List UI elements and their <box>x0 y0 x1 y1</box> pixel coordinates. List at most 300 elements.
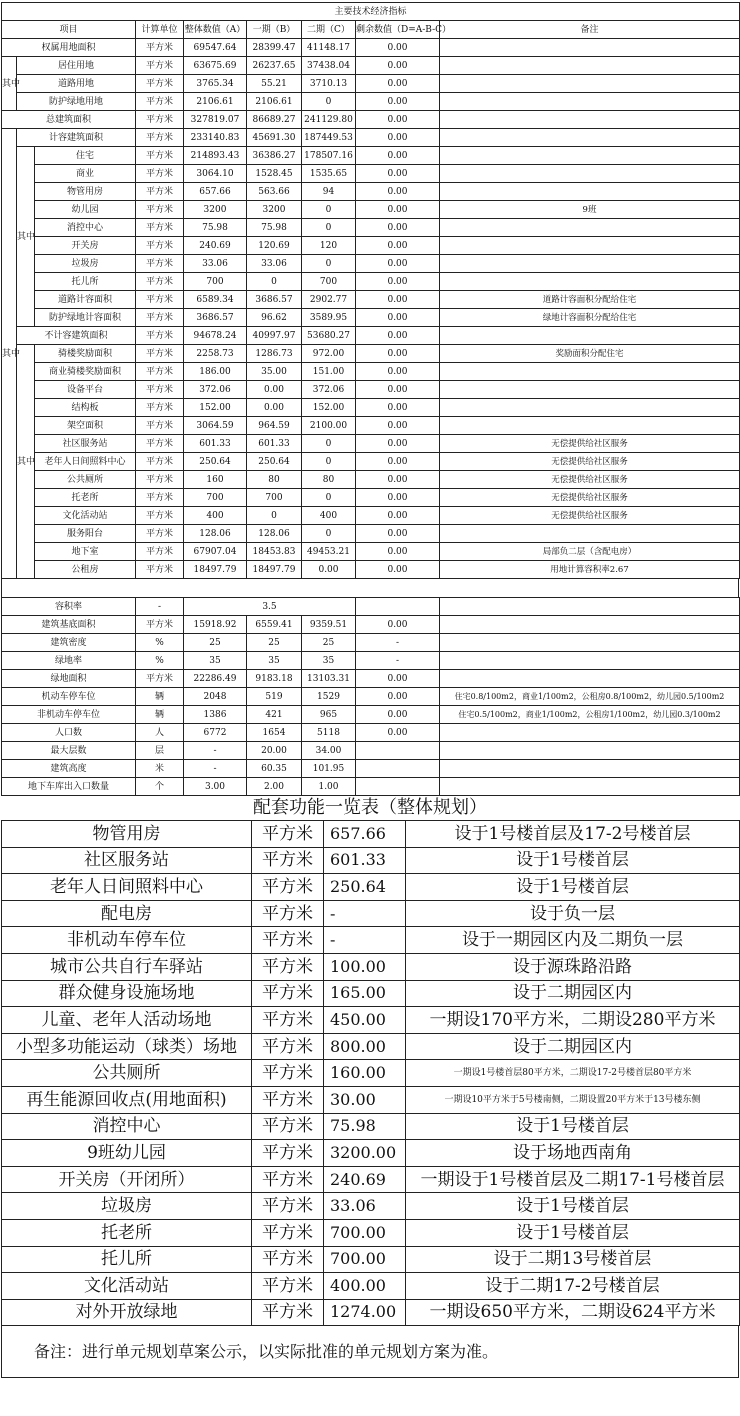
note-cell <box>440 183 740 201</box>
table-row <box>2 345 740 363</box>
value-cell: 657.66 <box>324 821 406 848</box>
facility-name: 社区服务站 <box>2 847 252 874</box>
row-label: 垃圾房 <box>35 255 136 273</box>
value-cell: 1274.00 <box>324 1299 406 1326</box>
note-cell <box>440 273 740 291</box>
unit-cell: 平方米 <box>252 1086 324 1113</box>
note-cell <box>440 652 740 670</box>
value-cell: 0.00 <box>356 453 440 471</box>
row-label: 防护绿地计容面积 <box>35 309 136 327</box>
note-cell: 设于二期17-2号楼首层 <box>406 1273 740 1300</box>
facility-name: 公共厕所 <box>2 1060 252 1087</box>
value-cell: 0.00 <box>356 237 440 255</box>
note-cell: 设于负一层 <box>406 900 740 927</box>
row-label: 居住用地 <box>17 57 136 75</box>
row-label: 公共厕所 <box>35 471 136 489</box>
note-cell: 住宅0.5/100m2，商业1/100m2，公租房1/100m2，幼儿园0.3/100m2 <box>440 706 740 724</box>
unit-cell: % <box>136 634 184 652</box>
note-cell <box>440 363 740 381</box>
note-cell: 设于1号楼首层 <box>406 874 740 901</box>
table-row <box>2 57 740 75</box>
row-label: 地下车库出入口数量 <box>2 778 136 796</box>
note-cell <box>440 634 740 652</box>
value-cell: 400 <box>302 507 356 525</box>
row-label: 绿地面积 <box>2 670 136 688</box>
table-row <box>2 273 740 291</box>
facility-name: 9班幼儿园 <box>2 1140 252 1167</box>
unit-cell: 平方米 <box>136 219 184 237</box>
table-row <box>2 507 740 525</box>
table-row <box>2 874 740 901</box>
value-cell: 700 <box>184 489 247 507</box>
value-cell: 75.98 <box>324 1113 406 1140</box>
value-cell: 400 <box>184 507 247 525</box>
unit-cell: 平方米 <box>252 1299 324 1326</box>
unit-cell: 平方米 <box>136 453 184 471</box>
value-cell: 13103.31 <box>302 670 356 688</box>
table-row <box>2 1060 740 1087</box>
unit-cell: 平方米 <box>136 435 184 453</box>
row-label: 公租房 <box>35 561 136 579</box>
note-cell: 奖励面积分配住宅 <box>440 345 740 363</box>
note-cell <box>440 670 740 688</box>
unit-cell: 平方米 <box>252 1246 324 1273</box>
row-label: 总建筑面积 <box>2 111 136 129</box>
value-cell: 700 <box>184 273 247 291</box>
unit-cell: 平方米 <box>252 1166 324 1193</box>
row-label: 道路计容面积 <box>35 291 136 309</box>
value-cell: 96.62 <box>247 309 302 327</box>
value-cell: 3710.13 <box>302 75 356 93</box>
facility-name: 对外开放绿地 <box>2 1299 252 1326</box>
value-cell: 41148.17 <box>302 39 356 57</box>
value-cell: 1535.65 <box>302 165 356 183</box>
value-cell: 3.5 <box>184 598 356 616</box>
table-row <box>2 327 740 345</box>
value-cell: 0 <box>302 219 356 237</box>
unit-cell: 辆 <box>136 688 184 706</box>
value-cell: 241129.80 <box>302 111 356 129</box>
table-row <box>2 75 740 93</box>
facility-name: 开关房（开闭所） <box>2 1166 252 1193</box>
table-row <box>2 309 740 327</box>
facility-name: 群众健身设施场地 <box>2 980 252 1007</box>
unit-cell: 平方米 <box>136 525 184 543</box>
row-label: 建筑密度 <box>2 634 136 652</box>
value-cell: 601.33 <box>247 435 302 453</box>
value-cell: 152.00 <box>302 399 356 417</box>
value-cell: 214893.43 <box>184 147 247 165</box>
table-row <box>2 21 740 39</box>
value-cell: 152.00 <box>184 399 247 417</box>
value-cell: 5118 <box>302 724 356 742</box>
value-cell: 160.00 <box>324 1060 406 1087</box>
value-cell: 3589.95 <box>302 309 356 327</box>
value-cell: 0.00 <box>356 435 440 453</box>
value-cell: 22286.49 <box>184 670 247 688</box>
table-row <box>2 39 740 57</box>
value-cell: 0.00 <box>356 616 440 634</box>
value-cell: - <box>324 900 406 927</box>
value-cell: 250.64 <box>184 453 247 471</box>
table-row <box>2 652 740 670</box>
table-row <box>2 980 740 1007</box>
note-cell <box>440 165 740 183</box>
row-label: 非机动车停车位 <box>2 706 136 724</box>
note-cell: 无偿提供给社区服务 <box>440 471 740 489</box>
value-cell: 128.06 <box>184 525 247 543</box>
tech-indicator-table <box>1 2 740 579</box>
value-cell: 0.00 <box>356 471 440 489</box>
note-cell: 一期设10平方米于5号楼南侧，二期设置20平方米于13号楼东侧 <box>406 1086 740 1113</box>
value-cell: 18497.79 <box>184 561 247 579</box>
value-cell: 63675.69 <box>184 57 247 75</box>
unit-cell: 平方米 <box>252 847 324 874</box>
table-row <box>2 93 740 111</box>
group-label: 其中 <box>17 147 35 327</box>
note-cell <box>440 237 740 255</box>
unit-cell: 平方米 <box>136 543 184 561</box>
value-cell: 601.33 <box>324 847 406 874</box>
value-cell: 3686.57 <box>184 309 247 327</box>
table-row <box>2 3 740 21</box>
value-cell: 9359.51 <box>302 616 356 634</box>
unit-cell: 个 <box>136 778 184 796</box>
value-cell: 186.00 <box>184 363 247 381</box>
facility-name: 物管用房 <box>2 821 252 848</box>
unit-cell: 平方米 <box>136 57 184 75</box>
unit-cell: 平方米 <box>252 927 324 954</box>
column-header: 计算单位 <box>136 21 184 39</box>
value-cell: 35 <box>302 652 356 670</box>
facility-name: 托老所 <box>2 1219 252 1246</box>
value-cell: 0.00 <box>356 273 440 291</box>
unit-cell: 平方米 <box>136 291 184 309</box>
note-cell: 设于1号楼首层 <box>406 1113 740 1140</box>
row-label: 容积率 <box>2 598 136 616</box>
note-cell: 绿地计容面积分配给住宅 <box>440 309 740 327</box>
table-row <box>2 1193 740 1220</box>
value-cell: 34.00 <box>302 742 356 760</box>
note-cell <box>440 724 740 742</box>
value-cell: 80 <box>247 471 302 489</box>
value-cell: 94678.24 <box>184 327 247 345</box>
value-cell: 250.64 <box>324 874 406 901</box>
note-cell: 一期设650平方米，二期设624平方米 <box>406 1299 740 1326</box>
note-cell <box>440 525 740 543</box>
value-cell: 128.06 <box>247 525 302 543</box>
value-cell: - <box>184 742 247 760</box>
table-row <box>2 670 740 688</box>
facility-name: 非机动车停车位 <box>2 927 252 954</box>
note-cell: 无偿提供给社区服务 <box>440 489 740 507</box>
value-cell: 372.06 <box>302 381 356 399</box>
unit-cell: 平方米 <box>136 93 184 111</box>
unit-cell: 平方米 <box>252 1007 324 1034</box>
value-cell: 178507.16 <box>302 147 356 165</box>
value-cell: 0.00 <box>356 363 440 381</box>
value-cell: 2100.00 <box>302 417 356 435</box>
note-cell <box>440 417 740 435</box>
row-label: 架空面积 <box>35 417 136 435</box>
note-cell <box>440 778 740 796</box>
table-row <box>2 435 740 453</box>
table-row <box>2 634 740 652</box>
value-cell: 0.00 <box>356 255 440 273</box>
value-cell: 700.00 <box>324 1246 406 1273</box>
value-cell: 1654 <box>247 724 302 742</box>
table-row <box>2 1219 740 1246</box>
row-label: 计容建筑面积 <box>17 129 136 147</box>
facility-name: 文化活动站 <box>2 1273 252 1300</box>
table-row <box>2 688 740 706</box>
note-cell: 设于1号楼首层 <box>406 1219 740 1246</box>
facility-name: 儿童、老年人活动场地 <box>2 1007 252 1034</box>
value-cell: 120.69 <box>247 237 302 255</box>
value-cell: 1529 <box>302 688 356 706</box>
value-cell: 36386.27 <box>247 147 302 165</box>
unit-cell: 平方米 <box>136 201 184 219</box>
column-header: 剩余数值（D=A-B-C） <box>356 21 440 39</box>
table-row <box>2 255 740 273</box>
value-cell: 67907.04 <box>184 543 247 561</box>
table-row <box>2 953 740 980</box>
unit-cell: 平方米 <box>252 1193 324 1220</box>
value-cell: 3686.57 <box>247 291 302 309</box>
note-cell: 一期设1号楼首层80平方米，二期设17-2号楼首层80平方米 <box>406 1060 740 1087</box>
table-row <box>2 219 740 237</box>
value-cell: 165.00 <box>324 980 406 1007</box>
table-title: 主要技术经济指标 <box>2 3 740 21</box>
value-cell: 601.33 <box>184 435 247 453</box>
value-cell: 0.00 <box>356 525 440 543</box>
unit-cell: 平方米 <box>252 1219 324 1246</box>
value-cell: 25 <box>302 634 356 652</box>
row-label: 防护绿地用地 <box>17 93 136 111</box>
value-cell: 800.00 <box>324 1033 406 1060</box>
value-cell: 372.06 <box>184 381 247 399</box>
note-cell <box>440 616 740 634</box>
table-row <box>2 363 740 381</box>
value-cell: 2106.61 <box>184 93 247 111</box>
table-row <box>2 1113 740 1140</box>
row-label: 权属用地面积 <box>2 39 136 57</box>
value-cell: 35.00 <box>247 363 302 381</box>
row-label: 托老所 <box>35 489 136 507</box>
value-cell: 0.00 <box>356 706 440 724</box>
unit-cell: 平方米 <box>136 345 184 363</box>
value-cell: 6772 <box>184 724 247 742</box>
value-cell: 15918.92 <box>184 616 247 634</box>
value-cell: 0.00 <box>356 291 440 309</box>
unit-cell: 平方米 <box>252 1033 324 1060</box>
table-row <box>2 561 740 579</box>
value-cell: 3200.00 <box>324 1140 406 1167</box>
note-cell <box>440 255 740 273</box>
unit-cell: 平方米 <box>136 327 184 345</box>
value-cell: 0.00 <box>356 417 440 435</box>
value-cell: 3765.34 <box>184 75 247 93</box>
value-cell: 700.00 <box>324 1219 406 1246</box>
facility-name: 垃圾房 <box>2 1193 252 1220</box>
value-cell: 75.98 <box>247 219 302 237</box>
note-cell <box>440 399 740 417</box>
value-cell: 28399.47 <box>247 39 302 57</box>
value-cell: 400.00 <box>324 1273 406 1300</box>
row-label: 设备平台 <box>35 381 136 399</box>
value-cell: 33.06 <box>247 255 302 273</box>
table-row <box>2 183 740 201</box>
group-label: 其中 <box>17 345 35 579</box>
table-row <box>2 147 740 165</box>
note-cell: 无偿提供给社区服务 <box>440 453 740 471</box>
unit-cell: 平方米 <box>136 471 184 489</box>
note-cell: 设于场地西南角 <box>406 1140 740 1167</box>
value-cell: 240.69 <box>184 237 247 255</box>
table-row <box>2 598 740 616</box>
value-cell: 0 <box>302 489 356 507</box>
value-cell: 657.66 <box>184 183 247 201</box>
value-cell: 0.00 <box>247 381 302 399</box>
row-label: 建筑高度 <box>2 760 136 778</box>
table-row <box>2 525 740 543</box>
value-cell: 0.00 <box>356 688 440 706</box>
table-row <box>2 1166 740 1193</box>
value-cell: 0.00 <box>356 309 440 327</box>
note-cell: 道路计容面积分配给住宅 <box>440 291 740 309</box>
note-cell: 无偿提供给社区服务 <box>440 507 740 525</box>
value-cell: 0.00 <box>356 201 440 219</box>
unit-cell: 平方米 <box>136 417 184 435</box>
row-label: 开关房 <box>35 237 136 255</box>
value-cell: 2902.77 <box>302 291 356 309</box>
facility-name: 托儿所 <box>2 1246 252 1273</box>
table-row <box>2 165 740 183</box>
value-cell: 1286.73 <box>247 345 302 363</box>
value-cell: 0.00 <box>356 93 440 111</box>
table-row <box>2 1246 740 1273</box>
row-label: 服务阳台 <box>35 525 136 543</box>
value-cell: 80 <box>302 471 356 489</box>
row-label: 商业 <box>35 165 136 183</box>
value-cell: 0.00 <box>302 561 356 579</box>
value-cell: 0.00 <box>356 327 440 345</box>
unit-cell: 人 <box>136 724 184 742</box>
value-cell: 3.00 <box>184 778 247 796</box>
unit-cell: - <box>136 598 184 616</box>
unit-cell: % <box>136 652 184 670</box>
value-cell: 60.35 <box>247 760 302 778</box>
unit-cell: 平方米 <box>252 1140 324 1167</box>
note-cell: 设于源珠路沿路 <box>406 953 740 980</box>
value-cell: 250.64 <box>247 453 302 471</box>
facility-name: 再生能源回收点(用地面积) <box>2 1086 252 1113</box>
row-label: 文化活动站 <box>35 507 136 525</box>
value-cell: 0.00 <box>247 399 302 417</box>
note-cell: 设于1号楼首层 <box>406 847 740 874</box>
note-cell: 设于二期园区内 <box>406 980 740 1007</box>
column-header: 一期（B） <box>247 21 302 39</box>
note-cell: 设于1号楼首层 <box>406 1193 740 1220</box>
column-header: 整体数值（A） <box>184 21 247 39</box>
value-cell: 964.59 <box>247 417 302 435</box>
value-cell: 0 <box>302 453 356 471</box>
value-cell: 18453.83 <box>247 543 302 561</box>
value-cell <box>356 778 440 796</box>
unit-cell: 平方米 <box>252 900 324 927</box>
facility-name: 城市公共自行车驿站 <box>2 953 252 980</box>
unit-cell: 平方米 <box>136 183 184 201</box>
table-row <box>2 129 740 147</box>
value-cell: 35 <box>184 652 247 670</box>
value-cell: 33.06 <box>184 255 247 273</box>
facilities-table-title: 配套功能一览表（整体规划） <box>253 797 487 818</box>
value-cell: 0.00 <box>356 165 440 183</box>
unit-cell: 层 <box>136 742 184 760</box>
table-row <box>2 1007 740 1034</box>
value-cell: 37438.04 <box>302 57 356 75</box>
facility-name: 消控中心 <box>2 1113 252 1140</box>
value-cell: 3200 <box>247 201 302 219</box>
value-cell: 120 <box>302 237 356 255</box>
facility-name: 小型多功能运动（球类）场地 <box>2 1033 252 1060</box>
table-row <box>2 471 740 489</box>
value-cell: 3200 <box>184 201 247 219</box>
note-cell: 一期设170平方米，二期设280平方米 <box>406 1007 740 1034</box>
value-cell: 700 <box>247 489 302 507</box>
table-row <box>2 1140 740 1167</box>
row-label: 社区服务站 <box>35 435 136 453</box>
value-cell: 0.00 <box>356 399 440 417</box>
value-cell: - <box>356 652 440 670</box>
value-cell: 75.98 <box>184 219 247 237</box>
value-cell: 2.00 <box>247 778 302 796</box>
value-cell: 0.00 <box>356 670 440 688</box>
table-row <box>2 1033 740 1060</box>
value-cell: 2106.61 <box>247 93 302 111</box>
unit-cell: 平方米 <box>136 39 184 57</box>
value-cell: 0.00 <box>356 724 440 742</box>
row-label: 幼儿园 <box>35 201 136 219</box>
table-row <box>2 1086 740 1113</box>
value-cell: 49453.21 <box>302 543 356 561</box>
unit-cell: 平方米 <box>136 237 184 255</box>
unit-cell: 平方米 <box>136 381 184 399</box>
table-row <box>2 821 740 848</box>
unit-cell: 平方米 <box>136 670 184 688</box>
table-row <box>2 742 740 760</box>
table-row <box>2 543 740 561</box>
value-cell: 6589.34 <box>184 291 247 309</box>
unit-cell: 米 <box>136 760 184 778</box>
unit-cell: 平方米 <box>136 111 184 129</box>
unit-cell: 平方米 <box>136 561 184 579</box>
value-cell: 45691.30 <box>247 129 302 147</box>
value-cell: 6559.41 <box>247 616 302 634</box>
unit-cell: 平方米 <box>136 399 184 417</box>
row-label: 骑楼奖励面积 <box>35 345 136 363</box>
note-cell <box>440 57 740 75</box>
value-cell: 0.00 <box>356 345 440 363</box>
group-label: 其中 <box>2 57 17 111</box>
value-cell: 151.00 <box>302 363 356 381</box>
table-row <box>2 201 740 219</box>
table-row <box>2 1299 740 1326</box>
row-label: 物管用房 <box>35 183 136 201</box>
value-cell: 0 <box>302 525 356 543</box>
facility-name: 配电房 <box>2 900 252 927</box>
row-label: 商业骑楼奖励面积 <box>35 363 136 381</box>
